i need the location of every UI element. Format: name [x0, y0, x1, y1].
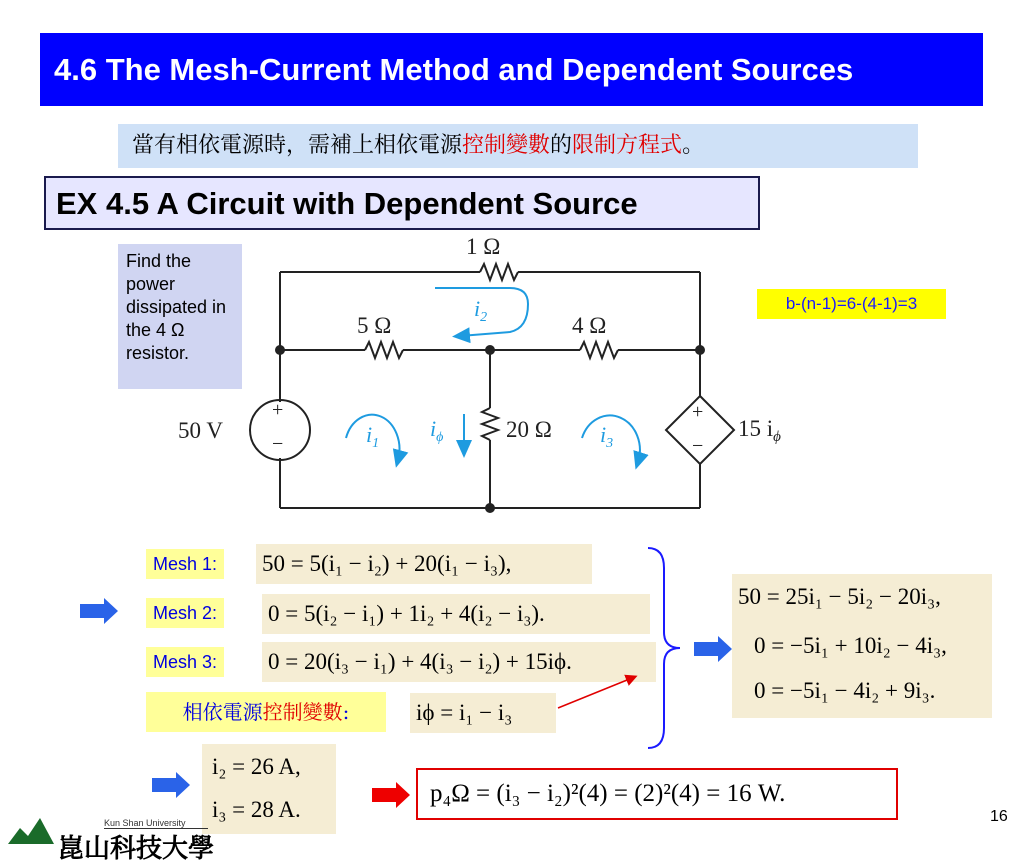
brace-icon: [646, 546, 686, 750]
source-minus: −: [272, 433, 284, 455]
mesh-1-equation: 50 = 5(i₁ − i₂) + 20(i₁ − i₃),: [256, 544, 592, 584]
problem-statement: Find the power dissipated in the 4 Ω resistor.: [118, 244, 242, 389]
mesh-1-label: Mesh 1:: [146, 549, 224, 579]
system-eq-3: 0 = −5i₁ − 4i₂ + 9i₃.: [754, 678, 936, 703]
dependent-constraint-equation: iϕ = i₁ − i₃: [410, 693, 556, 733]
note-text-red-1: 控制變數: [462, 133, 551, 158]
note-text-red-2: 限制方程式: [572, 133, 683, 158]
current-phi-label: $i_\phi$: [430, 416, 444, 445]
source-plus: +: [272, 399, 284, 421]
mesh-i3-label: $i_3$: [600, 422, 614, 451]
blue-arrow-icon: [80, 598, 120, 624]
system-equations: [732, 574, 992, 718]
red-arrow-icon: [372, 782, 412, 808]
blue-arrow-icon: [694, 636, 734, 662]
mesh-2-label: Mesh 2:: [146, 598, 224, 628]
constraint-pointer-arrow: [556, 672, 640, 712]
page-number: 16: [990, 808, 1008, 825]
mesh-3-equation: 0 = 20(i₃ − i₁) + 4(i₃ − i₂) + 15iϕ.: [262, 642, 656, 682]
blue-arrow-icon: [152, 772, 192, 798]
circuit-diagram: [160, 228, 820, 518]
example-title: EX 4.5 A Circuit with Dependent Source: [44, 176, 760, 230]
solution-i3: i₃ = 28 A.: [212, 797, 301, 822]
mountain-logo-icon: [6, 810, 66, 850]
university-name-en: Kun Shan University: [104, 818, 208, 829]
r-right-label: 4 Ω: [572, 313, 607, 338]
note-text-1: 當有相依電源時，需補上相依電源: [132, 133, 463, 158]
r-top-label: 1 Ω: [466, 234, 501, 259]
mesh-i1-label: $i_1$: [366, 422, 380, 451]
mesh-2-equation: 0 = 5(i₂ − i₁) + 1i₂ + 4(i₂ − i₃).: [262, 594, 650, 634]
mesh-3-label: Mesh 3:: [146, 647, 224, 677]
dep-plus: +: [692, 401, 704, 423]
note-text-2: 的: [550, 133, 573, 158]
r-left-label: 5 Ω: [357, 313, 392, 338]
mesh-i2-label: $i_2$: [474, 296, 488, 325]
r-mid-label: 20 Ω: [506, 417, 552, 442]
dep-minus: −: [692, 435, 704, 457]
university-logo: [6, 804, 226, 862]
system-eq-2: 0 = −5i₁ + 10i₂ − 4i₃,: [754, 633, 947, 658]
source-voltage-label: 50 V: [178, 418, 223, 443]
system-eq-1: 50 = 25i₁ − 5i₂ − 20i₃,: [738, 584, 941, 609]
page-title: 4.6 The Mesh-Current Method and Dependent Sources: [40, 33, 983, 106]
dependent-source-note: [118, 124, 918, 168]
note-text-3: 。: [682, 133, 705, 158]
dependent-constraint-label: 相依電源控制變數:: [146, 692, 386, 732]
mesh-count-formula: b-(n-1)=6-(4-1)=3: [757, 289, 946, 319]
dep-source-label: 15 $i_\phi$: [738, 416, 781, 445]
university-name-cn: 崑山科技大學: [58, 834, 215, 864]
power-result: p₄Ω = (i₃ − i₂)²(4) = (2)²(4) = 16 W.: [416, 768, 898, 820]
solution-i2: i₂ = 26 A,: [212, 754, 301, 779]
